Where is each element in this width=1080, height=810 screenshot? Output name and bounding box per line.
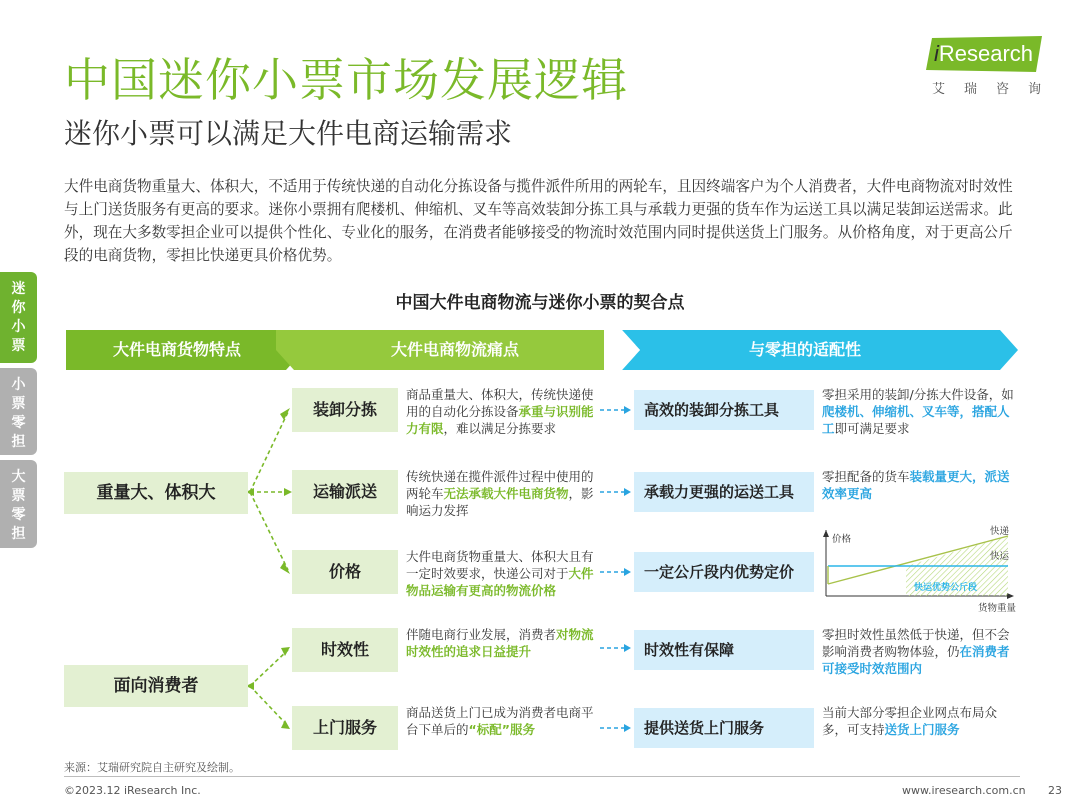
side-tab-label: 迷 你 小 票 — [11, 281, 26, 354]
fit-description: 零担配备的货车装载量更大，派送效率更高 — [822, 469, 1010, 501]
logo-subtitle: 艾瑞咨询 — [932, 82, 1061, 97]
intro-paragraph: 大件电商货物重量大、体积大，不适用于传统快递的自动化分拣设备与揽件派件所用的两轮车，且因终端客户为个人消费者，大件电商物流对时效性与上门送货服务有更高的要求。迷你小票拥有爬楼机、伸缩机、叉车等高效装卸分拣工具与承载力更强的货车作为运送工具以满足装卸运送需求。此外，现在大多数零担企业可以提供个性化、专业化的服务，在消费者能够接受的物流时效范围内同时提供送货上门服务。从价格角度，对于更高公斤段的电商货物，零担比快递更具价格优势。 — [64, 178, 1013, 264]
fit-box: 承载力更强的运送工具 — [634, 472, 814, 512]
fit-description: 零担采用的装卸/分拣大件设备，如爬楼机、伸缩机、叉车等，搭配人工即可满足要求 — [822, 387, 1014, 436]
mini-chart-region-label: 快运优势公斤段 — [914, 583, 978, 593]
mini-chart-series-express: 快递 — [990, 526, 1010, 537]
fit-box: 一定公斤段内优势定价 — [634, 552, 814, 592]
diagram-title: 中国大件电商物流与迷你小票的契合点 — [395, 293, 685, 313]
source-note: 来源：艾瑞研究院自主研究及绘制。 — [64, 761, 240, 774]
pain-point-box: 上门服务 — [292, 706, 398, 750]
logo-text: Research — [938, 41, 1034, 66]
mini-chart-xlabel: 货物重量 — [978, 603, 1017, 614]
page-title: 中国迷你小票市场发展逻辑 — [64, 53, 628, 107]
fit-description: 零担时效性虽然低于快递，但不会影响消费者购物体验，仍在消费者可接受时效范围内 — [822, 627, 1010, 676]
feature-box-heavy: 重量大、体积大 — [64, 472, 248, 514]
page-number: 23 — [1048, 784, 1062, 797]
fit-arrows — [600, 410, 626, 728]
header-pain-points: 大件电商物流痛点 — [390, 340, 519, 359]
footer-divider — [64, 776, 1020, 777]
pain-point-description: 商品送货上门已成为消费者电商平台下单后的“标配”服务 — [406, 705, 594, 737]
side-tab-label: 小 票 零 担 — [11, 377, 26, 450]
pain-point-description: 商品重量大、体积大，传统快递使用的自动化分拣设备承重与识别能力有限，难以满足分拣要求 — [406, 387, 594, 436]
pain-point-box: 运输派送 — [292, 470, 398, 514]
footer-url[interactable]: www.iresearch.com.cn — [902, 784, 1026, 797]
pain-point-box: 装卸分拣 — [292, 388, 398, 432]
header-features: 大件电商货物特点 — [112, 340, 241, 359]
feature-box-consumer: 面向消费者 — [64, 665, 248, 707]
fit-box: 高效的装卸分拣工具 — [634, 390, 814, 430]
pain-point-description: 传统快递在揽件派件过程中使用的两轮车无法承载大件电商货物，影响运力发挥 — [406, 469, 594, 518]
pain-point-box: 价格 — [292, 550, 398, 594]
pain-point-description: 大件电商货物重量大、体积大且有一定时效要求，快递公司对于大件物品运输有更高的物流价格 — [406, 549, 594, 598]
logo-i: i — [934, 41, 939, 66]
pain-point-box: 时效性 — [292, 628, 398, 672]
pain-point-description: 伴随电商行业发展，消费者对物流时效性的追求日益提升 — [406, 627, 594, 659]
mini-chart-ylabel: 价格 — [832, 534, 852, 545]
side-tab-label: 大 票 零 担 — [11, 469, 26, 542]
copyright: ©2023.12 iResearch Inc. — [64, 784, 201, 797]
fit-description: 当前大部分零担企业网点布局众多，可支持送货上门服务 — [822, 705, 998, 737]
header-fit: 与零担的适配性 — [748, 340, 861, 359]
fit-box: 时效性有保障 — [634, 630, 814, 670]
fit-box: 提供送货上门服务 — [634, 708, 814, 748]
page-subtitle: 迷你小票可以满足大件电商运输需求 — [64, 117, 513, 150]
mini-chart-series-freight: 快运 — [990, 551, 1010, 562]
